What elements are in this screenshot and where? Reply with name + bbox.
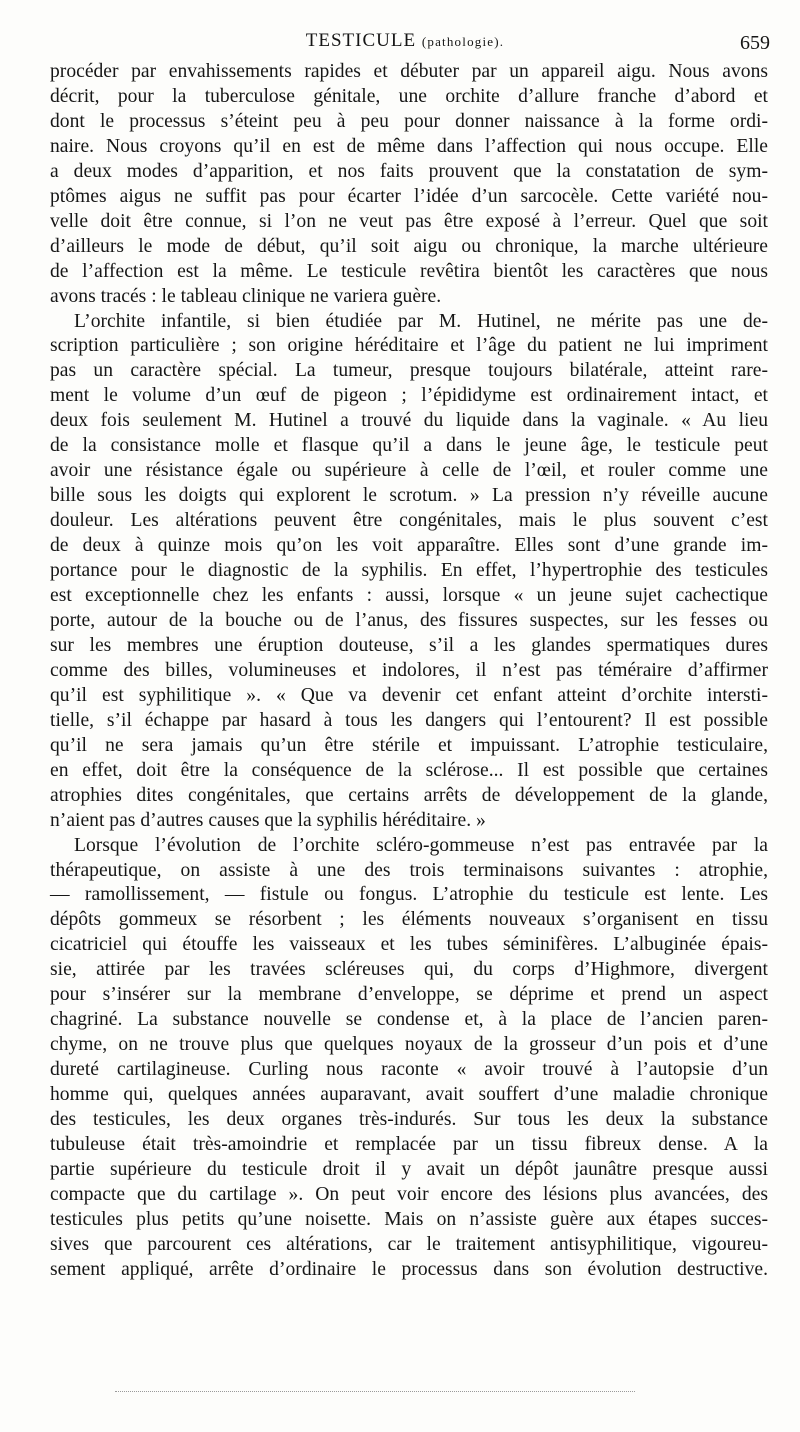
text-line: en effet, doit être la conséquence de la sclérose... Il est possible que certaines bbox=[50, 759, 768, 781]
text-line: de deux à quinze mois qu’on les voit apparaître. Elles sont d’une grande im- bbox=[50, 535, 768, 557]
text-line: chyme, on ne trouve plus que quelques noyaux de la grosseur d’un pois et d’une bbox=[50, 1034, 768, 1056]
text-line: bille sous les doigts qui explorent le scrotum. » La pression n’y réveille aucune bbox=[50, 485, 768, 507]
text-line: pour s’insérer sur la membrane d’enveloppe, se déprime et prend un aspect bbox=[50, 984, 768, 1006]
text-line: décrit, pour la tuberculose génitale, une orchite d’allure franche d’abord et bbox=[50, 85, 768, 107]
text-line: comme des billes, volumineuses et indolores, il n’est pas téméraire d’affirmer bbox=[50, 659, 768, 681]
text-line: deux fois seulement M. Hutinel a trouvé du liquide dans la vaginale. « Au lieu bbox=[50, 410, 768, 432]
text-line: avoir une résistance égale ou supérieure à celle de l’œil, et rouler comme une bbox=[50, 460, 768, 482]
text-line: testicules plus petits qu’une noisette. Mais on n’assiste guère aux étapes succes- bbox=[50, 1208, 768, 1230]
text-line: L’orchite infantile, si bien étudiée par M. Hutinel, ne mérite pas une de- bbox=[74, 310, 768, 332]
text-line: dépôts gommeux se résorbent ; les éléments nouveaux s’organisent en tissu bbox=[50, 909, 768, 931]
text-line: ment le volume d’un œuf de pigeon ; l’épididyme est ordinairement intact, et bbox=[50, 385, 768, 407]
text-line: naire. Nous croyons qu’il en est de même dans l’affection qui nous occupe. Elle bbox=[50, 135, 768, 157]
text-line: des testicules, les deux organes très-indurés. Sur tous les deux la substance bbox=[50, 1109, 768, 1131]
text-line: partie supérieure du testicule droit il y avait un dépôt jaunâtre presque aussi bbox=[50, 1158, 768, 1180]
text-line: sement appliqué, arrête d’ordinaire le processus dans son évolution destructive. bbox=[50, 1258, 768, 1280]
text-line: velle doit être connue, si l’on ne veut pas être exposé à l’erreur. Quel que soit bbox=[50, 210, 768, 232]
text-line: a deux modes d’apparition, et nos faits prouvent que la constatation de sym- bbox=[50, 160, 768, 182]
text-line: thérapeutique, on assiste à une des trois terminaisons suivantes : atrophie, bbox=[50, 859, 768, 881]
text-line: qu’il est syphilitique ». « Que va devenir cet enfant atteint d’orchite intersti- bbox=[50, 684, 768, 706]
running-title bbox=[40, 30, 770, 52]
header-subtitle: (pathologie). bbox=[421, 34, 505, 49]
text-line: qu’il ne sera jamais qu’un être stérile et impuissant. L’atrophie testiculaire, bbox=[50, 734, 768, 756]
header-title: TESTICULE bbox=[305, 30, 417, 51]
text-line: d’ailleurs le mode de début, qu’il soit aigu ou chronique, la marche ultérieure bbox=[50, 235, 768, 257]
text-line: procéder par envahissements rapides et débuter par un appareil aigu. Nous avons bbox=[50, 61, 768, 82]
text-line: dureté cartilagineuse. Curling nous raconte « avoir trouvé à l’autopsie d’un bbox=[50, 1059, 768, 1081]
text-line: ptômes aigus ne suffit pas pour écarter l’idée d’un sarcocèle. Cette variété nou- bbox=[50, 185, 768, 207]
text-line: sur les membres une éruption douteuse, s’il a les glandes spermatiques dures bbox=[50, 634, 768, 656]
footer-rule bbox=[115, 1391, 635, 1392]
running-head bbox=[40, 30, 770, 56]
text-line: avons tracés : le tableau clinique ne variera guère. bbox=[50, 285, 442, 307]
text-line: pas un caractère spécial. La tumeur, presque toujours bilatérale, atteint rare- bbox=[50, 360, 768, 382]
text-line: de la consistance molle et flasque qu’il a dans le jeune âge, le testicule peut bbox=[50, 435, 768, 457]
text-line: scription particulière ; son origine héréditaire et l’âge du patient ne lui impriment bbox=[50, 335, 768, 357]
page-number: 659 bbox=[740, 32, 770, 54]
text-line: porte, autour de la bouche ou de l’anus, des fissures suspectes, sur les fesses ou bbox=[50, 609, 768, 631]
text-line: tielle, s’il échappe par hasard à tous les dangers qui l’entourent? Il est possible bbox=[50, 709, 768, 731]
text-line: douleur. Les altérations peuvent être congénitales, mais le plus souvent c’est bbox=[50, 510, 768, 532]
text-line: compacte que du cartilage ». On peut voir encore des lésions plus avancées, des bbox=[50, 1183, 768, 1205]
body-text bbox=[50, 60, 768, 1283]
text-line: cicatriciel qui étouffe les vaisseaux et les tubes séminifères. L’albuginée épais- bbox=[50, 934, 768, 956]
text-line: dont le processus s’éteint peu à peu pour donner naissance à la forme ordi- bbox=[50, 110, 768, 132]
text-line: portance pour le diagnostic de la syphilis. En effet, l’hypertrophie des testicules bbox=[50, 560, 768, 582]
text-line: chagriné. La substance nouvelle se condense et, à la place de l’ancien paren- bbox=[50, 1009, 768, 1031]
text-line: Lorsque l’évolution de l’orchite scléro-gommeuse n’est pas entravée par la bbox=[74, 834, 768, 856]
text-line: sie, attirée par les travées scléreuses qui, du corps d’Highmore, divergent bbox=[50, 959, 768, 981]
text-line: homme qui, quelques années auparavant, avait souffert d’une maladie chronique bbox=[50, 1084, 768, 1106]
text-line: atrophies dites congénitales, que certains arrêts de développement de la glande, bbox=[50, 784, 768, 806]
text-line: sives que parcourent ces altérations, car le traitement antisyphilitique, vigoureu- bbox=[50, 1233, 768, 1255]
text-line: tubuleuse était très-amoindrie et remplacée par un tissu fibreux dense. A la bbox=[50, 1133, 768, 1155]
text-line: — ramollissement, — fistule ou fongus. L’atrophie du testicule est lente. Les bbox=[50, 884, 768, 906]
text-line: de l’affection est la même. Le testicule revêtira bientôt les caractères que nous bbox=[50, 260, 768, 282]
text-line: n’aient pas d’autres causes que la syphilis héréditaire. » bbox=[50, 809, 486, 831]
text-line: est exceptionnelle chez les enfants : aussi, lorsque « un jeune sujet cachectique bbox=[50, 585, 768, 607]
